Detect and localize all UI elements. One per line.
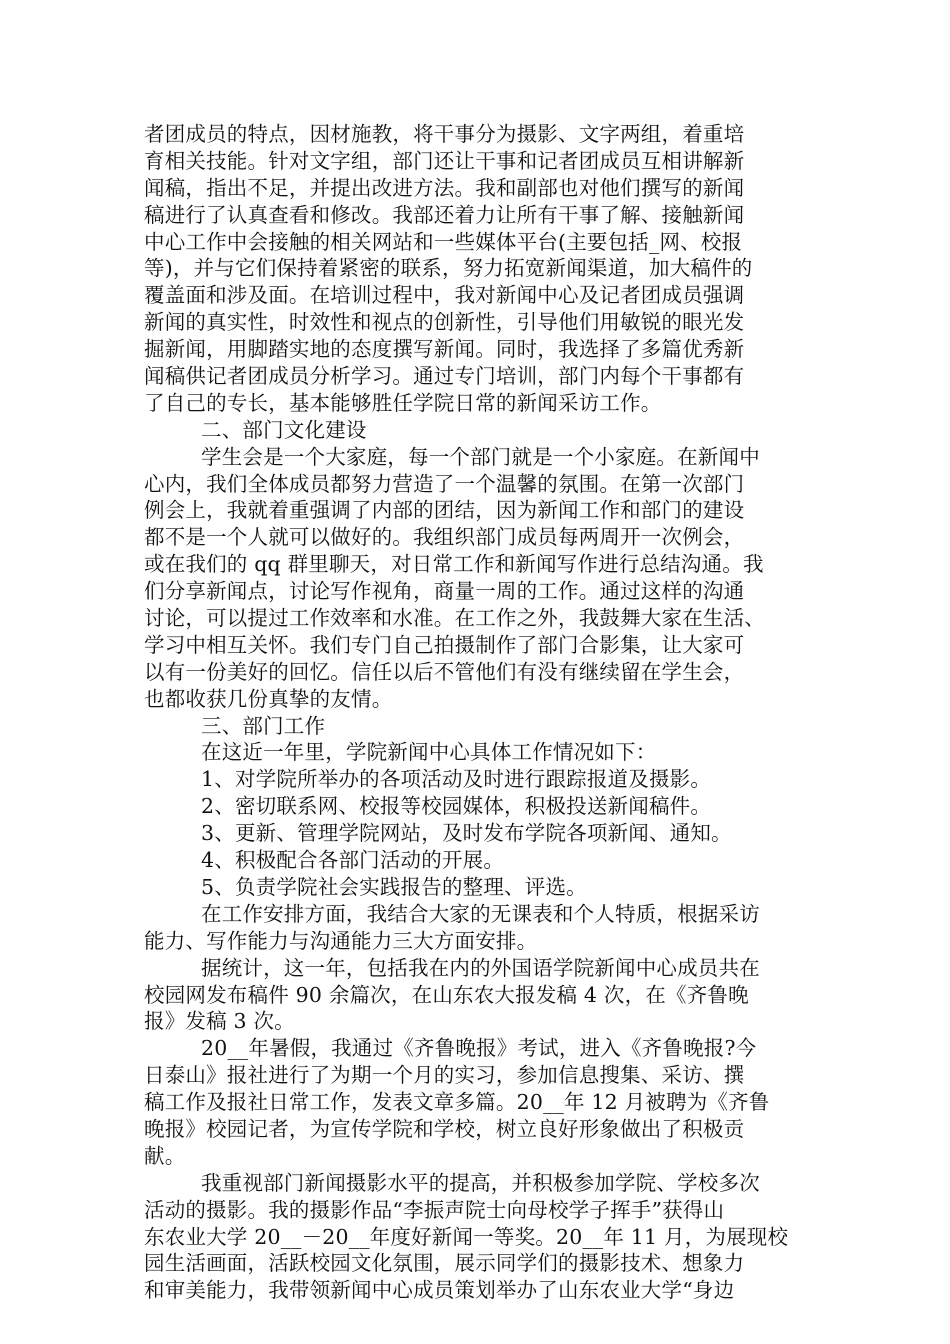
paragraph-line: 在这近一年里，学院新闻中心具体工作情况如下： bbox=[201, 740, 657, 765]
paragraph-line: 例会上，我就着重强调了内部的团结，因为新闻工作和部门的建设 bbox=[144, 498, 745, 523]
paragraph-line: 心内，我们全体成员都努力营造了一个温馨的氛围。在第一次部门 bbox=[144, 471, 745, 496]
paragraph-line: 闻稿供记者团成员分析学习。通过专门培训，部门内每个干事都有 bbox=[144, 364, 745, 389]
paragraph-line: 二、部门文化建设 bbox=[201, 417, 367, 442]
paragraph-line: 3、更新、管理学院网站，及时发布学院各项新闻、通知。 bbox=[201, 821, 732, 846]
paragraph-line: 育相关技能。针对文字组，部门还让干事和记者团成员互相讲解新 bbox=[144, 148, 745, 173]
paragraph-line: 能力、写作能力与沟通能力三大方面安排。 bbox=[144, 928, 538, 953]
paragraph-line: 在工作安排方面，我结合大家的无课表和个人特质，根据采访 bbox=[201, 901, 760, 926]
paragraph-line: 东农业大学 20__－20__年度好新闻一等奖。20__年 11 月，为展现校 bbox=[144, 1224, 789, 1249]
paragraph-line: 稿进行了认真查看和修改。我部还着力让所有干事了解、接触新闻 bbox=[144, 202, 745, 227]
paragraph-line: 闻稿，指出不足，并提出改进方法。我和副部也对他们撰写的新闻 bbox=[144, 175, 745, 200]
paragraph-line: 学习中相互关怀。我们专门自己拍摄制作了部门合影集，让大家可 bbox=[144, 632, 745, 657]
paragraph-line: 1、对学院所举办的各项活动及时进行跟踪报道及摄影。 bbox=[201, 767, 712, 792]
paragraph-line: 活动的摄影。我的摄影作品“李振声院士向母校学子挥手”获得山 bbox=[144, 1197, 725, 1222]
paragraph-line: 学生会是一个大家庭，每一个部门就是一个小家庭。在新闻中 bbox=[201, 444, 760, 469]
document-body bbox=[144, 121, 824, 1304]
paragraph-line: 2、密切联系网、校报等校园媒体，积极投送新闻稿件。 bbox=[201, 794, 712, 819]
paragraph-line: 晚报》校园记者，为宣传学院和学校，树立良好形象做出了积极贡 bbox=[144, 1116, 745, 1141]
paragraph-line: 者团成员的特点，因材施教，将干事分为摄影、文字两组，着重培 bbox=[144, 122, 745, 146]
paragraph-line: 献。 bbox=[144, 1143, 186, 1168]
paragraph-line: 校园网发布稿件 90 余篇次，在山东农大报发稿 4 次，在《齐鲁晚 bbox=[144, 982, 749, 1007]
paragraph-line: 据统计，这一年，包括我在内的外国语学院新闻中心成员共在 bbox=[201, 955, 760, 980]
paragraph-line: 园生活画面，活跃校园文化氛围，展示同学们的摄影技术、想象力 bbox=[144, 1251, 745, 1276]
paragraph-line: 4、积极配合各部门活动的开展。 bbox=[201, 848, 505, 873]
paragraph-line: 等)，并与它们保持着紧密的联系，努力拓宽新闻渠道，加大稿件的 bbox=[144, 256, 753, 281]
paragraph-line: 我重视部门新闻摄影水平的提高，并积极参加学院、学校多次 bbox=[201, 1170, 760, 1195]
paragraph-line: 讨论，可以提过工作效率和水准。在工作之外，我鼓舞大家在生活、 bbox=[144, 606, 765, 631]
paragraph-line: 和审美能力，我带领新闻中心成员策划举办了山东农业大学“身边 bbox=[144, 1278, 735, 1303]
paragraph-line: 们分享新闻点，讨论写作视角，商量一周的工作。通过这样的沟通 bbox=[144, 579, 745, 604]
paragraph-line: 中心工作中会接触的相关网站和一些媒体平台(主要包括_网、校报 bbox=[144, 229, 743, 254]
paragraph-line: 或在我们的 qq 群里聊天，对日常工作和新闻写作进行总结沟通。我 bbox=[144, 552, 764, 577]
paragraph-line: 新闻的真实性，时效性和视点的创新性，引导他们用敏锐的眼光发 bbox=[144, 310, 745, 335]
paragraph-line: 20__年暑假，我通过《齐鲁晚报》考试，进入《齐鲁晚报?今 bbox=[201, 1036, 757, 1061]
paragraph-line: 也都收获几份真挚的友情。 bbox=[144, 686, 393, 711]
paragraph-line: 5、负责学院社会实践报告的整理、评选。 bbox=[201, 874, 587, 899]
paragraph-line: 报》发稿 3 次。 bbox=[144, 1009, 295, 1034]
paragraph-line: 以有一份美好的回忆。信任以后不管他们有没有继续留在学生会， bbox=[144, 659, 745, 684]
paragraph-line: 日泰山》报社进行了为期一个月的实习，参加信息搜集、采访、撰 bbox=[144, 1063, 745, 1088]
paragraph-line: 掘新闻，用脚踏实地的态度撰写新闻。同时，我选择了多篇优秀新 bbox=[144, 337, 745, 362]
paragraph-line: 覆盖面和涉及面。在培训过程中，我对新闻中心及记者团成员强调 bbox=[144, 283, 745, 308]
paragraph-line: 三、部门工作 bbox=[201, 713, 326, 738]
paragraph-line: 都不是一个人就可以做好的。我组织部门成员每两周开一次例会， bbox=[144, 525, 745, 550]
paragraph-line: 了自己的专长，基本能够胜任学院日常的新闻采访工作。 bbox=[144, 390, 662, 415]
paragraph-line: 稿工作及报社日常工作，发表文章多篇。20__年 12 月被聘为《齐鲁 bbox=[144, 1090, 770, 1115]
